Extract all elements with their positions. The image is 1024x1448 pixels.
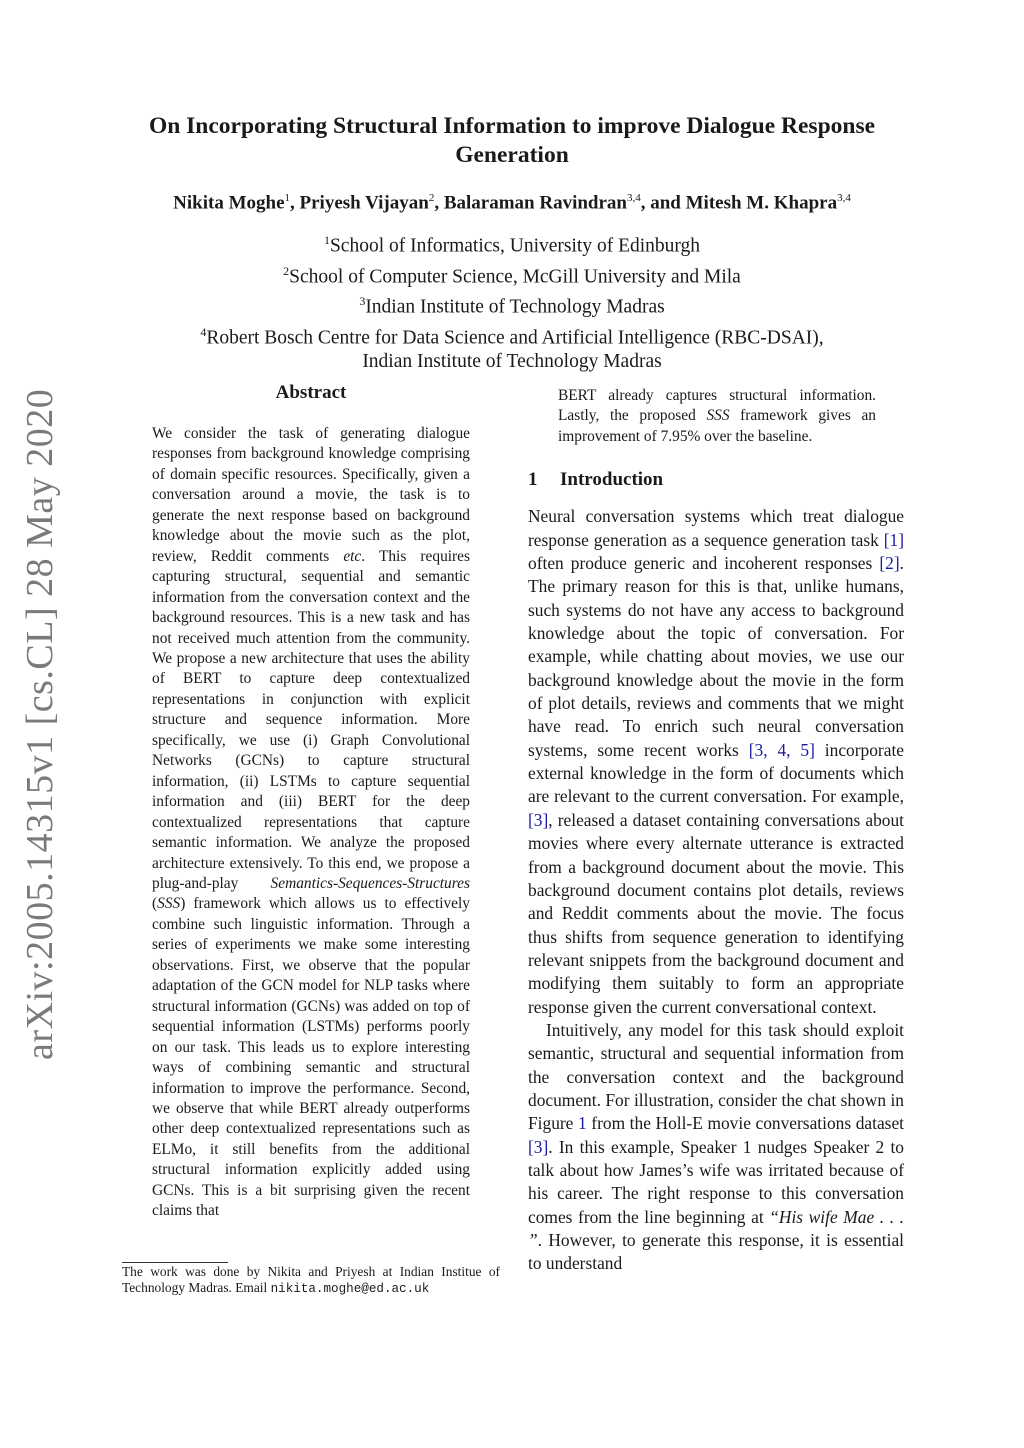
author-separator: , [434,192,444,214]
author-affil-mark: 1 [284,192,290,204]
citation-link[interactable]: [2] [879,553,900,574]
affiliation-list [110,228,914,374]
affiliation [110,228,914,259]
figure-link[interactable]: 1 [578,1113,587,1134]
affiliation [110,350,914,374]
author-name: Mitesh M. Khapra [685,192,838,214]
affiliation [110,289,914,320]
author-affil-mark: 3,4 [626,192,641,204]
affiliation-text: School of Informatics, University of Edinburgh [329,235,701,257]
affiliation-mark: 1 [323,233,330,247]
intro-paragraph-1: Neural conversation systems which treat dialogue response generation as a sequence generation task [1] often produce generic and incoherent responses [2]. The primary reason for this is that, unlike humans, such systems do not have any access to background knowledge about the topic of conversation. For example, while chatting about movies, we use our background knowledge about the movie in the form of plot details, reviews and comments that we might have read. To enrich such neural conversation systems, some recent works [3, 4, 5] incorporate external knowledge in the form of documents which are relevant to the current conversation. For example, [3], released a dataset containing conversations about movies where every alternate utterance is extracted from a background document about the movie. This background document contains plot details, reviews and Reddit comments about the movie. The focus thus shifts from sequence generation to identifying relevant snippets from the background document and modifying them suitably to form an appropriate response given the current conversational context. [528,506,904,1017]
affiliation [110,259,914,290]
citation-link[interactable]: [1] [883,529,904,550]
abstract-heading: Abstract [275,382,347,403]
citation-link[interactable]: [3, 4, 5] [748,739,815,760]
author-name: Balaraman Ravindran [443,192,627,214]
citation-link[interactable]: [3] [528,1136,549,1157]
affiliation-text: Indian Institute of Technology Madras [362,351,662,372]
abstract-continuation: BERT already captures structural information. Lastly, the proposed SSS framework gives an improvement of 7.95% over the baseline. [558,387,876,445]
email-link[interactable]: nikita.moghe@ed.ac.uk [270,1282,430,1296]
footnote-rule [122,1262,228,1263]
author-list [110,186,914,215]
affiliation-mark: 2 [283,263,290,278]
citation-link[interactable]: [3] [528,809,549,830]
arxiv-identifier: arXiv:2005.14315v1 [cs.CL] 28 May 2020 [19,388,61,1060]
footnote: The work was done by Nikita and Priyesh at Indian Institue of Technology Madras. Email nikita.moghe@ed.ac.uk [122,1264,500,1296]
author-affil-mark: 3,4 [837,192,851,204]
author-affil-mark: 2 [428,192,435,204]
intro-paragraph-2: Intuitively, any model for this task should exploit semantic, structural and sequential information from the conversation context and the background document. For illustration, consider the chat shown in Figure 1 from the Holl-E movie conversations dataset [3]. In this example, Speaker 1 nudges Speaker 2 to talk about how James’s wife was irritated because of his career. The right response to this conversation comes from the line beginning at “His wife Mae . . . ”. However, to generate this response, it is essential to understand [528,1019,904,1274]
affiliation-text: Robert Bosch Centre for Data Science and Artificial Intelligence (RBC-DSAI), [206,327,824,348]
affiliation-text: School of Computer Science, McGill University and Mila [289,266,741,287]
affiliation-text: Indian Institute of Technology Madras [365,296,665,318]
author-separator: , and [640,192,686,214]
abstract-body: We consider the task of generating dialogue responses from background knowledge comprising of domain specific resources. Specifically, given a conversation around a movie, the task is to generate the next response based on background knowledge about the movie such as the plot, review, Reddit comments etc. This requires capturing structural, sequential and semantic information from the conversation context and the background resources. This is a new task and has not received much attention from the community. We propose a new architecture that uses the ability of BERT to capture deep contextualized representations in conjunction with explicit structure and sequence information. More specifically, we use (i) Graph Convolutional Networks (GCNs) to capture structural information, (ii) LSTMs to capture sequential information and (iii) BERT for the deep contextualized representations that capture semantic information. We analyze the proposed architecture extensively. To this end, we propose a plug-and-play Semantics-Sequences-Structures (SSS) framework which allows us to effectively combine such linguistic information. Through a series of experiments we make some interesting observations. First, we observe that the popular adaptation of the GCN model for NLP tasks where structural information (GCNs) was added on top of sequential information (LSTMs) performs poorly on our task. This leads us to explore interesting ways of combining semantic and structural information to improve the performance. Second, we observe that while BERT already outperforms other deep contextualized representations such as ELMo, it still benefits from the additional structural information explicitly added using GCNs. This is a bit surprising given the recent claims that [152,425,470,1220]
paper-title: On Incorporating Structural Information to improve Dialogue Response Generation [148,113,876,168]
author-name: Priyesh Vijayan [299,192,429,214]
affiliation-mark: 3 [359,294,366,308]
right-column [528,386,904,1276]
affiliation [110,320,914,351]
section-heading-introduction: 1 Introduction [528,469,664,491]
left-column [152,380,470,1222]
author-separator: , [290,192,300,214]
affiliation-mark: 4 [200,324,207,339]
author-name: Nikita Moghe [173,192,285,214]
